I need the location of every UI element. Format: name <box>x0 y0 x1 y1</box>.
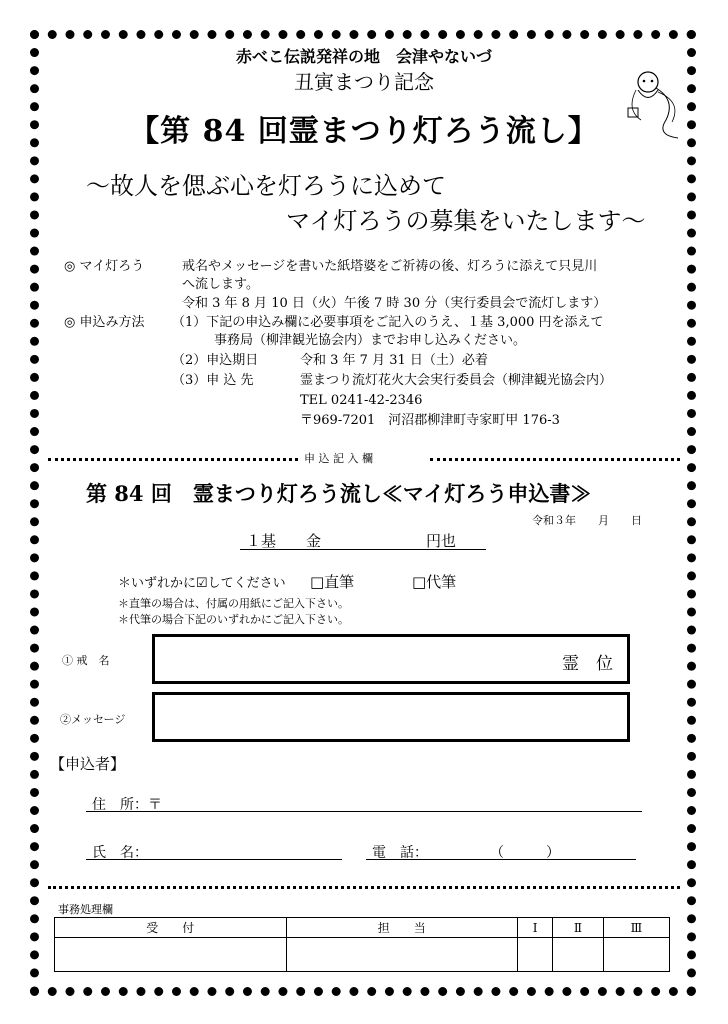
office-col-tanto: 担 当 <box>286 918 518 938</box>
reii-suffix: 霊 位 <box>562 654 613 674</box>
message-input-box[interactable] <box>152 692 630 742</box>
info-text-3: 令和 3 年 8 月 10 日（火）午後 7 時 30 分（実行委員会で流灯します） <box>182 296 607 311</box>
method-step-3-value: 霊まつり流灯花火大会実行委員会（柳津観光協会内） <box>300 373 613 388</box>
office-divider <box>48 886 680 889</box>
info-label-method: ◎ 申込み方法 <box>64 315 145 330</box>
office-col-1: Ⅰ <box>518 918 553 938</box>
option-daihitsu-checkbox[interactable]: □代筆 <box>412 573 457 591</box>
office-cell[interactable] <box>603 938 669 972</box>
name-input-line[interactable] <box>86 859 342 860</box>
divider-right <box>430 458 680 461</box>
method-step-2-value: 令和 3 年 7 月 31 日（土）必着 <box>300 353 488 368</box>
kaimyo-input-box[interactable] <box>152 634 630 684</box>
office-cell[interactable] <box>553 938 604 972</box>
method-step-1b: 事務局（柳津観光協会内）までお申し込みください。 <box>214 333 527 348</box>
contact-address: 〒969-7201 河沼郡柳津町寺家町甲 176-3 <box>300 413 560 428</box>
header-line2: 丑寅まつり記念 <box>294 70 434 94</box>
field-kaimyo-label: ① 戒 名 <box>62 654 110 667</box>
check-note: ＊いずれかに☑してください <box>118 576 286 591</box>
name-label: 氏 名： <box>92 845 148 861</box>
header-line1: 赤べこ伝説発祥の地 会津やないづ <box>235 47 492 66</box>
divider-label: 申 込 記 入 欄 <box>304 452 373 465</box>
field-message-label: ②メッセージ <box>60 713 126 726</box>
form-amount: １基 金 円也 <box>246 532 457 550</box>
divider-left <box>48 458 298 461</box>
method-step-2-label: （2）申込期日 <box>172 353 259 368</box>
method-step-3-label: （3）申 込 先 <box>172 373 254 388</box>
contact-tel: TEL 0241-42-2346 <box>300 393 423 408</box>
amount-underline <box>240 549 486 550</box>
option-jikihitsu-checkbox[interactable]: □直筆 <box>310 573 355 591</box>
note-jikihitsu: ＊直筆の場合は、付属の用紙にご記入下さい。 <box>118 597 349 610</box>
office-table <box>54 917 670 972</box>
office-col-uketsuke: 受 付 <box>55 918 287 938</box>
address-input-line[interactable] <box>86 811 642 812</box>
office-col-2: Ⅱ <box>553 918 604 938</box>
office-cell[interactable] <box>518 938 553 972</box>
info-label-my-toro: ◎ マイ灯ろう <box>64 259 145 274</box>
phone-input-line[interactable] <box>366 859 636 860</box>
office-col-3: Ⅲ <box>603 918 669 938</box>
address-label: 住 所：〒 <box>92 797 162 813</box>
page-title: 【第 84 回霊まつり灯ろう流し】 <box>129 114 599 149</box>
subtitle-line2: マイ灯ろうの募集をいたします～ <box>286 207 646 235</box>
phone-label: 電 話： <box>372 845 428 861</box>
form-title: 第 84 回 霊まつり灯ろう流し≪マイ灯ろう申込書≫ <box>86 481 592 506</box>
note-daihitsu: ＊代筆の場合下記のいずれかにご記入下さい。 <box>118 613 349 626</box>
form-date: 令和３年 月 日 <box>532 514 642 527</box>
applicant-header: 【申込者】 <box>50 755 126 773</box>
phone-parens: （ ） <box>490 845 560 861</box>
subtitle-line1: ～故人を偲ぶ心を灯ろうに込めて <box>86 172 446 200</box>
office-cell[interactable] <box>286 938 518 972</box>
office-cell[interactable] <box>55 938 287 972</box>
info-text-1: 戒名やメッセージを書いた紙塔婆をご祈祷の後、灯ろうに添えて只見川 <box>182 259 598 274</box>
info-text-2: へ流します。 <box>182 277 259 292</box>
office-caption: 事務処理欄 <box>58 903 113 916</box>
method-step-1: （1）下記の申込み欄に必要事項をご記入のうえ、１基 3,000 円を添えて <box>172 315 604 330</box>
